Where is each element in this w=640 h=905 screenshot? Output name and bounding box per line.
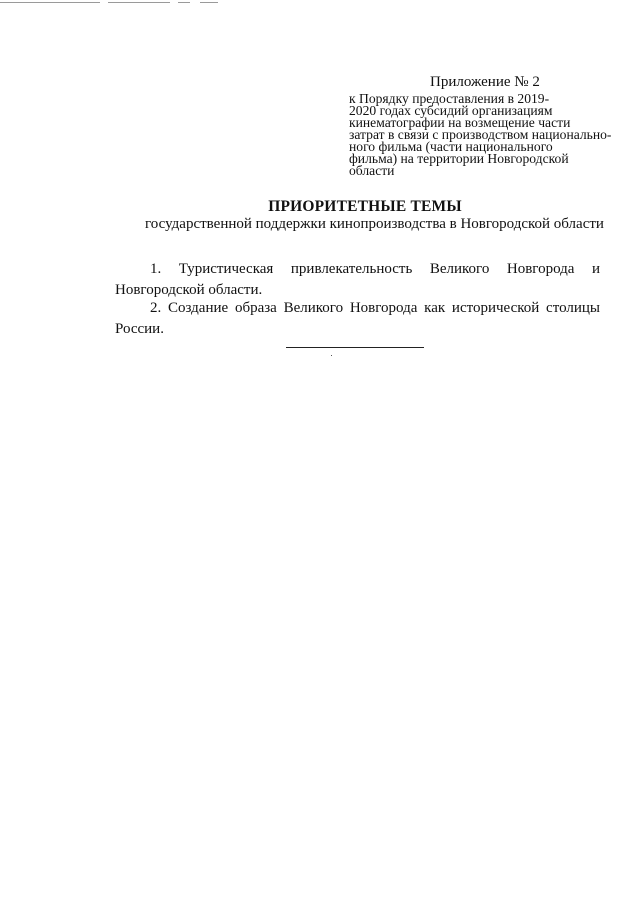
scan-artifact-line bbox=[200, 2, 218, 3]
scan-artifact-line bbox=[178, 2, 190, 3]
appendix-reference-line: фильма) на территории Новгородской bbox=[349, 151, 569, 166]
appendix-reference-line: ного фильма (части национального bbox=[349, 139, 553, 154]
appendix-reference-line: затрат в связи с производством национально- bbox=[349, 127, 612, 142]
priority-item-2-line-2: России. bbox=[115, 321, 164, 337]
priority-item-2-line-1: 2. Создание образа Великого Новгорода как исторической столицы bbox=[150, 300, 600, 316]
priority-item-1-line-2: Новгородской области. bbox=[115, 282, 263, 298]
end-divider bbox=[286, 347, 424, 348]
document-subtitle: государственной поддержки кинопроизводства в Новгородской области bbox=[145, 216, 604, 232]
appendix-reference bbox=[349, 91, 612, 178]
scan-speck bbox=[331, 355, 332, 356]
appendix-reference-line: области bbox=[349, 163, 395, 178]
appendix-label: Приложение № 2 bbox=[430, 74, 540, 90]
document-title: ПРИОРИТЕТНЫЕ ТЕМЫ bbox=[268, 198, 462, 215]
appendix-reference-line: к Порядку предоставления в 2019- bbox=[349, 91, 550, 106]
priority-item-1-line-1: 1. Туристическая привлекательность Великого Новгорода и bbox=[150, 261, 600, 277]
appendix-reference-line: кинематографии на возмещение части bbox=[349, 115, 571, 130]
scan-artifact-line bbox=[108, 2, 170, 3]
scan-artifact-line bbox=[0, 2, 100, 3]
appendix-reference-line: 2020 годах субсидий организациям bbox=[349, 103, 553, 118]
